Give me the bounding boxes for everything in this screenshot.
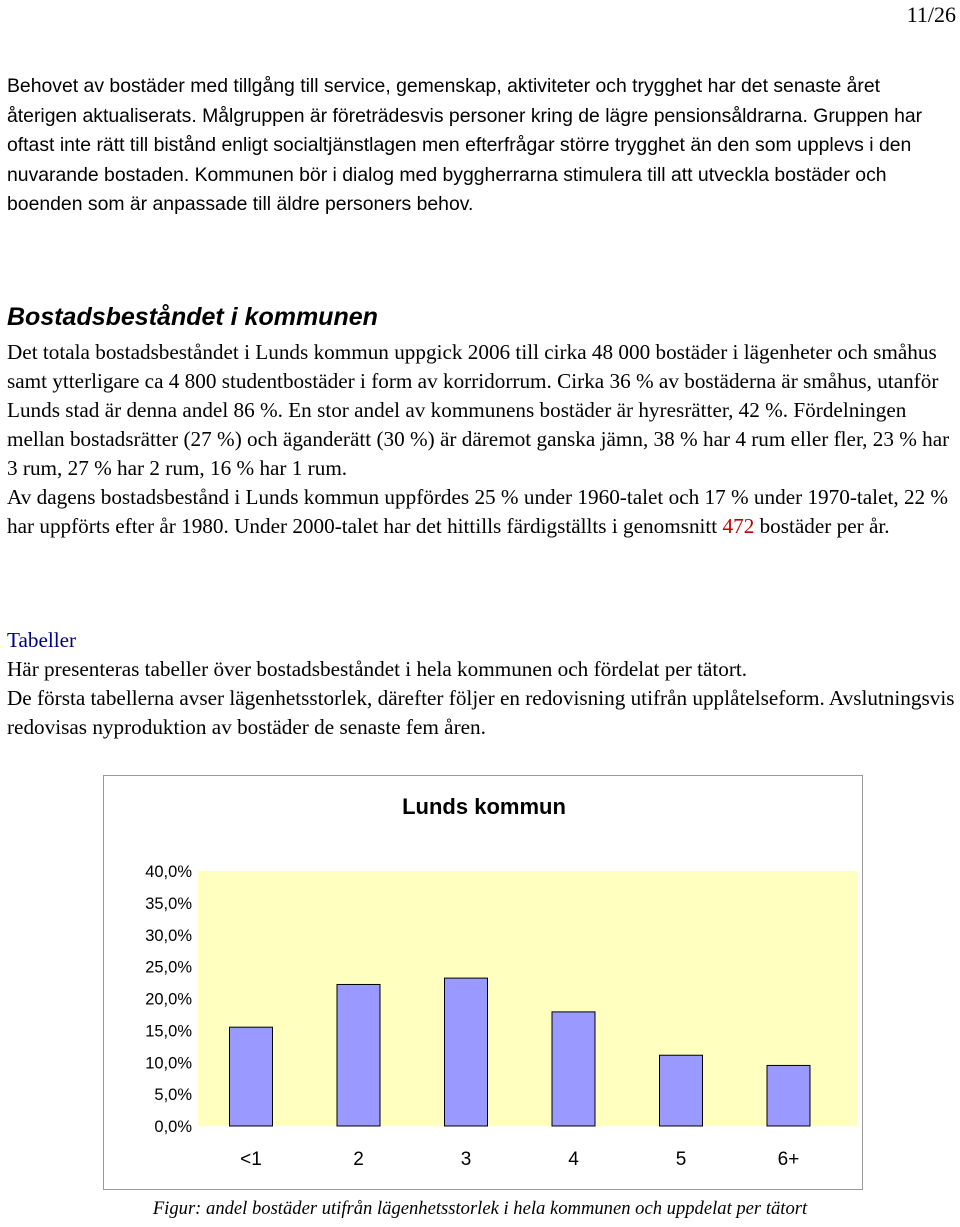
x-tick-label: <1	[240, 1149, 262, 1170]
bar-0	[230, 1027, 273, 1126]
construction-text-start: Av dagens bostadsbestånd i Lunds kommun uppfördes 25 % under 1960-talet och 17 % under 1970-talet, 22 % har uppförts efter år 1980. Under 2000-talet har det hittills färdigställts i genomsnitt	[7, 485, 949, 538]
housing-stock-paragraph: Det totala bostadsbeståndet i Lunds kommun uppgick 2006 till cirka 48 000 bostäder i lägenheter och småhus samt ytterligare ca 4 800 studentbostäder i form av korridorrum. Cirka 36 % av bostäderna är småhus, utanför Lunds stad är denna andel 86 %. En stor andel av kommunens bostäder är hyresrätter, 42 %. Fördelningen mellan bostadsrätter (27 %) och äganderätt (30 %) är däremot ganska jämn, 38 % har 4 rum eller fler, 23 % har 3 rum, 27 % har 2 rum, 16 % har 1 rum.	[7, 340, 950, 480]
bar-2	[445, 978, 488, 1126]
tables-heading: Tabeller	[7, 628, 77, 652]
chart-frame	[103, 775, 863, 1190]
y-tick-label: 0,0%	[154, 1118, 192, 1136]
x-axis-ticks	[240, 1149, 799, 1170]
chart-title: Lunds kommun	[402, 794, 566, 819]
construction-text-end: bostäder per år.	[754, 514, 890, 538]
bar-4	[660, 1055, 703, 1126]
tables-line-2: De första tabellerna avser lägenhetsstorlek, därefter följer en redovisning utifrån upplåtelseform. Avslutningsvis redovisas nyproduktion av bostäder de senaste fem åren.	[7, 686, 955, 739]
x-tick-label: 2	[353, 1149, 364, 1170]
y-tick-label: 35,0%	[145, 894, 192, 913]
construction-paragraph	[7, 483, 957, 541]
tables-line-1: Här presenteras tabeller över bostadsbeståndet i hela kommunen och fördelat per tätort.	[7, 657, 748, 681]
bar-3	[552, 1012, 595, 1126]
y-tick-label: 10,0%	[145, 1054, 192, 1073]
bar-chart	[104, 776, 862, 1189]
y-tick-label: 25,0%	[145, 958, 192, 977]
plot-area	[198, 871, 857, 1126]
figure-caption: Figur: andel bostäder utifrån lägenhetsstorlek i hela kommunen och uppdelat per tätort	[152, 1198, 808, 1219]
x-tick-label: 4	[568, 1149, 579, 1170]
x-tick-label: 5	[675, 1149, 687, 1170]
bar-5	[767, 1065, 810, 1126]
y-tick-label: 20,0%	[145, 990, 192, 1009]
y-axis-ticks	[145, 863, 192, 1136]
y-tick-label: 30,0%	[145, 926, 192, 945]
page-number: 11/26	[906, 2, 956, 27]
y-tick-label: 5,0%	[154, 1086, 192, 1105]
housing-stock-section	[7, 338, 957, 541]
intro-paragraph: Behovet av bostäder med tillgång till service, gemenskap, aktiviteter och trygghet har det senaste året återigen aktualiserats. Målgruppen är företrädesvis personer kring de lägre pensionsåldrarna. Gruppen har oftast inte rätt till bistånd enligt socialtjänstlagen men efterfrågar större trygghet än den som upplevs i den nuvarande bostaden. Kommunen bör i dialog med byggherrarna stimulera till att utveckla bostäder och boenden som är anpassade till äldre personers behov.	[7, 75, 923, 216]
tables-section	[7, 655, 957, 742]
x-tick-label: 6+	[777, 1149, 800, 1170]
y-tick-label: 15,0%	[145, 1022, 192, 1041]
highlighted-number: 472	[722, 514, 755, 538]
x-tick-label: 3	[460, 1149, 472, 1170]
intro-section	[7, 72, 952, 220]
bar-1	[337, 984, 380, 1126]
y-tick-label: 40,0%	[145, 863, 192, 881]
section-heading: Bostadsbeståndet i kommunen	[7, 303, 378, 331]
